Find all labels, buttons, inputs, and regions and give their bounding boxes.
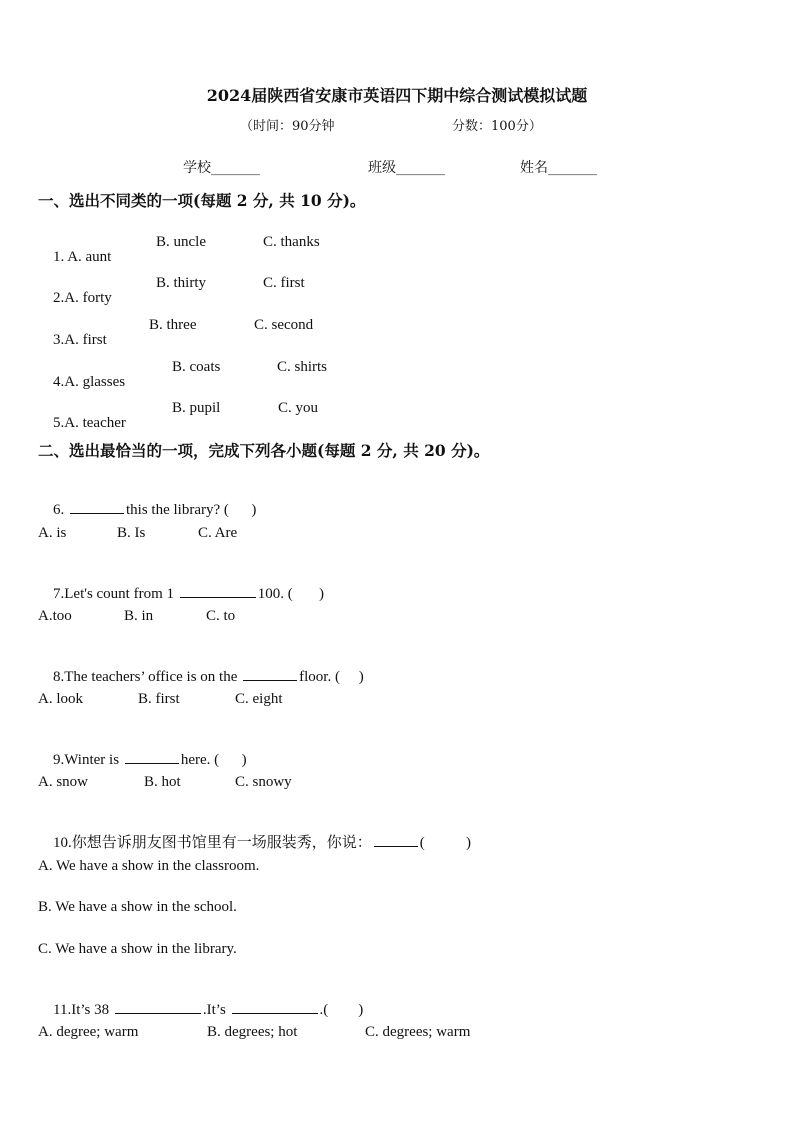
option-a: A. is <box>38 525 67 541</box>
page-title: 2024届陕西省安康市英语四下期中综合测试模拟试题 <box>206 86 588 105</box>
option-b: B. Is <box>117 525 146 541</box>
question-2 <box>38 276 112 321</box>
option-a: A. look <box>38 691 83 707</box>
question-number: 2. <box>53 290 65 306</box>
option-b: B. pupil <box>172 400 221 416</box>
question-4 <box>38 360 125 405</box>
option-b: B. We have a show in the school. <box>38 899 237 915</box>
answer-blank-1[interactable] <box>115 999 201 1014</box>
option-c: C. degrees; warm <box>365 1024 471 1040</box>
question-5 <box>38 401 126 446</box>
question-stem-end: here. ( ) <box>180 752 247 768</box>
option-b: B. coats <box>172 359 221 375</box>
option-b: B. hot <box>144 774 181 790</box>
answer-blank[interactable] <box>125 749 179 764</box>
option-c: C. snowy <box>235 774 292 790</box>
question-stem: 10.你想告诉朋友图书馆里有一场服装秀，你说： <box>53 835 372 851</box>
option-a: A. first <box>64 332 107 348</box>
question-stem-end: ( ) <box>419 835 472 851</box>
time-label: （时间：90分钟 <box>240 119 335 134</box>
question-stem-end: this the library? ( ) <box>126 502 257 518</box>
question-number: 3. <box>53 332 65 348</box>
answer-blank[interactable] <box>70 499 124 514</box>
option-c: C. you <box>278 400 319 416</box>
option-b: B. in <box>124 608 154 624</box>
option-a: A. glasses <box>64 374 126 390</box>
option-a: A. We have a show in the classroom. <box>38 858 260 874</box>
question-1 <box>38 235 111 280</box>
question-7 <box>38 568 324 617</box>
question-stem-end: 100. ( ) <box>257 586 325 602</box>
option-c: C. We have a show in the library. <box>38 941 237 957</box>
option-b: B. first <box>138 691 180 707</box>
option-b: B. uncle <box>156 234 206 250</box>
option-c: C. shirts <box>277 359 328 375</box>
answer-blank-2[interactable] <box>232 999 318 1014</box>
question-8 <box>38 651 364 700</box>
option-c: C. thanks <box>263 234 320 250</box>
section1-heading: 一、选出不同类的一项(每题 2 分, 共 10 分)。 <box>38 191 366 210</box>
option-a: A. aunt <box>67 249 112 265</box>
option-a: A. forty <box>64 290 112 306</box>
question-stem: 9.Winter is <box>53 752 123 768</box>
option-b: B. three <box>149 317 197 333</box>
question-stem-mid: .It’s <box>202 1002 230 1018</box>
question-stem: 11.It’s 38 <box>53 1002 113 1018</box>
question-stem: 8.The teachers’ office is on the <box>53 669 242 685</box>
class-field: 班级_______ <box>368 160 445 176</box>
option-b: B. thirty <box>156 275 207 291</box>
question-stem: 7.Let's count from 1 <box>53 586 178 602</box>
question-stem-end: .( ) <box>319 1002 364 1018</box>
option-a: A. degree; warm <box>38 1024 139 1040</box>
answer-blank[interactable] <box>180 583 256 598</box>
question-number: 4. <box>53 374 65 390</box>
answer-blank[interactable] <box>243 666 297 681</box>
option-a: A.too <box>38 608 72 624</box>
option-c: C. eight <box>235 691 283 707</box>
name-field: 姓名_______ <box>520 160 597 176</box>
option-a: A. snow <box>38 774 89 790</box>
question-number: 1. <box>53 249 68 265</box>
answer-blank[interactable] <box>374 832 418 847</box>
question-3 <box>38 318 107 363</box>
option-c: C. second <box>254 317 314 333</box>
section2-heading: 二、选出最恰当的一项，完成下列各小题(每题 2 分, 共 20 分)。 <box>38 441 490 460</box>
option-c: C. Are <box>198 525 238 541</box>
question-stem: 6. <box>53 502 68 518</box>
score-label: 分数：100分） <box>452 119 542 134</box>
school-field: 学校_______ <box>183 160 260 176</box>
question-number: 5. <box>53 415 65 431</box>
option-c: C. to <box>206 608 236 624</box>
option-a: A. teacher <box>64 415 126 431</box>
option-c: C. first <box>263 275 305 291</box>
question-stem-end: floor. ( ) <box>299 669 364 685</box>
option-b: B. degrees; hot <box>207 1024 298 1040</box>
